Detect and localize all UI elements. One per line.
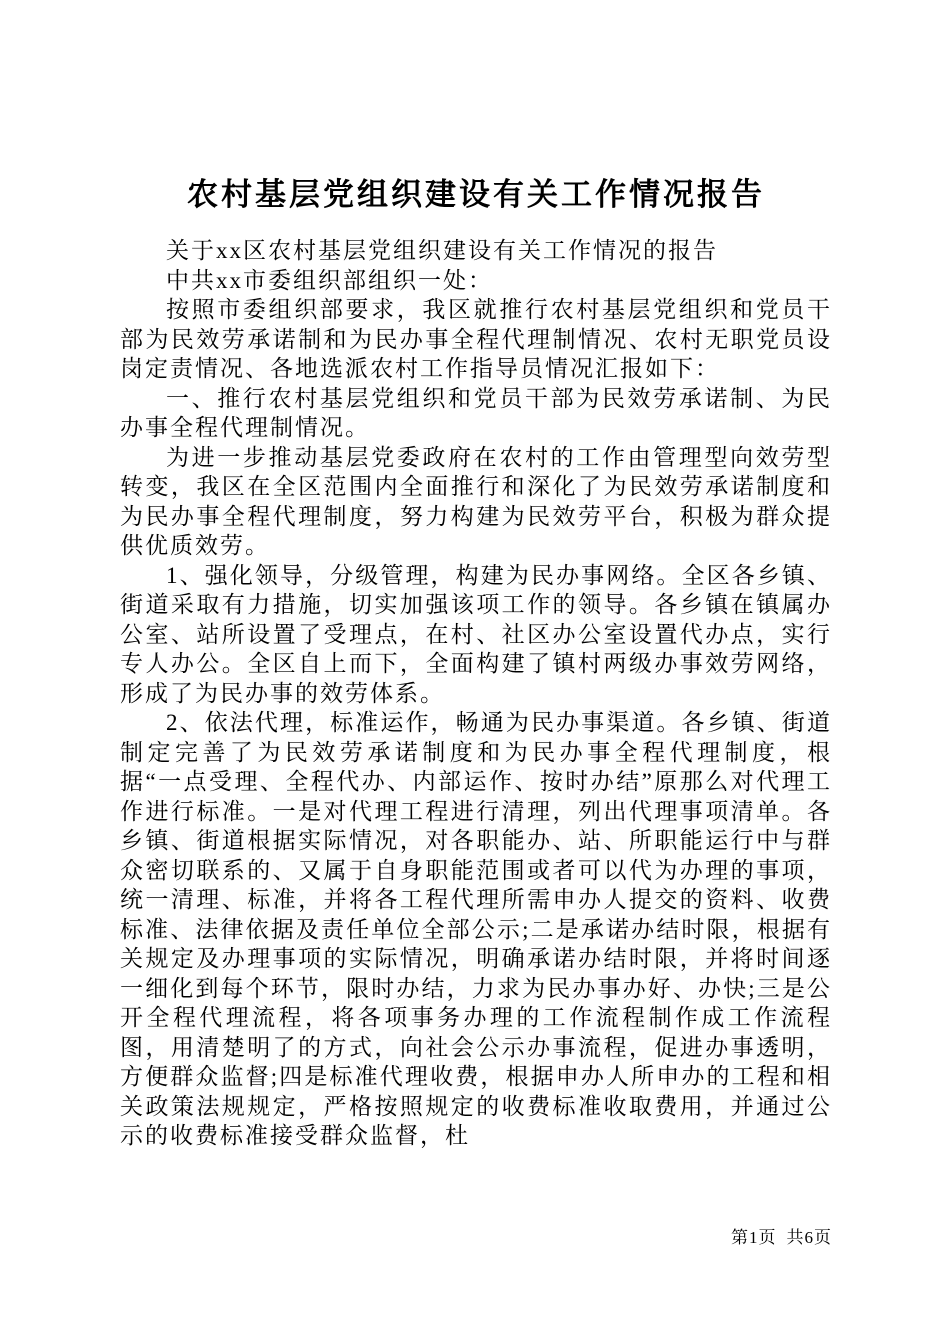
- page-footer: [731, 1223, 832, 1248]
- page-total: 共6页: [786, 1228, 832, 1247]
- document-title-text: 农村基层党组织建设有关工作情况报告: [187, 177, 765, 212]
- document-title: [120, 176, 832, 214]
- paragraph-point-2: 2、依法代理，标准运作，畅通为民办事渠道。各乡镇、街道制定完善了为民效劳承诺制度和为民办事全程代理制度，根据“一点受理、全程代办、内部运作、按时办结”原那么对代理工作进行标准。一是对代理工程进行清理，列出代理事项清单。各乡镇、街道根据实际情况，对各职能办、站、所职能运行中与群众密切联系的、又属于自身职能范围或者可以代为办理的事项，统一清理、标准，并将各工程代理所需申办人提交的资料、收费标准、法律依据及责任单位全部公示;二是承诺办结时限，根据有关规定及办理事项的实际情况，明确承诺办结时限，并将时间逐一细化到每个环节，限时办结，力求为民办事办好、办快;三是公开全程代理流程，将各项事务办理的工作流程制作成工作流程图，用清楚明了的方式，向社会公示办事流程，促进办事透明，方便群众监督;四是标准代理收费，根据申办人所申办的工程和相关政策法规规定，严格按照规定的收费标准收取费用，并通过公示的收费标准接受群众监督，杜: [120, 710, 832, 1148]
- paragraph-point-1: 1、强化领导，分级管理，构建为民办事网络。全区各乡镇、街道采取有力措施，切实加强该项工作的领导。各乡镇在镇属办公室、站所设置了受理点，在村、社区办公室设置代办点，实行专人办公。全区自上而下，全面构建了镇村两级办事效劳网络，形成了为民办事的效劳体系。: [120, 562, 832, 706]
- paragraph-report-subject: 关于xx区农村基层党组织建设有关工作情况的报告: [166, 238, 718, 263]
- page-number: 第1页: [731, 1228, 777, 1247]
- paragraph-intro: 按照市委组织部要求，我区就推行农村基层党组织和党员干部为民效劳承诺制和为民办事全程代理制情况、农村无职党员设岗定责情况、各地选派农村工作指导员情况汇报如下：: [120, 297, 832, 381]
- paragraph-section-heading: 一、推行农村基层党组织和党员干部为民效劳承诺制、为民办事全程代理制情况。: [120, 385, 832, 440]
- paragraph-section-overview: 为进一步推动基层党委政府在农村的工作由管理型向效劳型转变，我区在全区范围内全面推行和深化了为民效劳承诺制度和为民办事全程代理制度，努力构建为民效劳平台，积极为群众提供优质效劳。: [120, 444, 832, 558]
- paragraph-addressee: 中共xx市委组织部组织一处：: [166, 267, 493, 293]
